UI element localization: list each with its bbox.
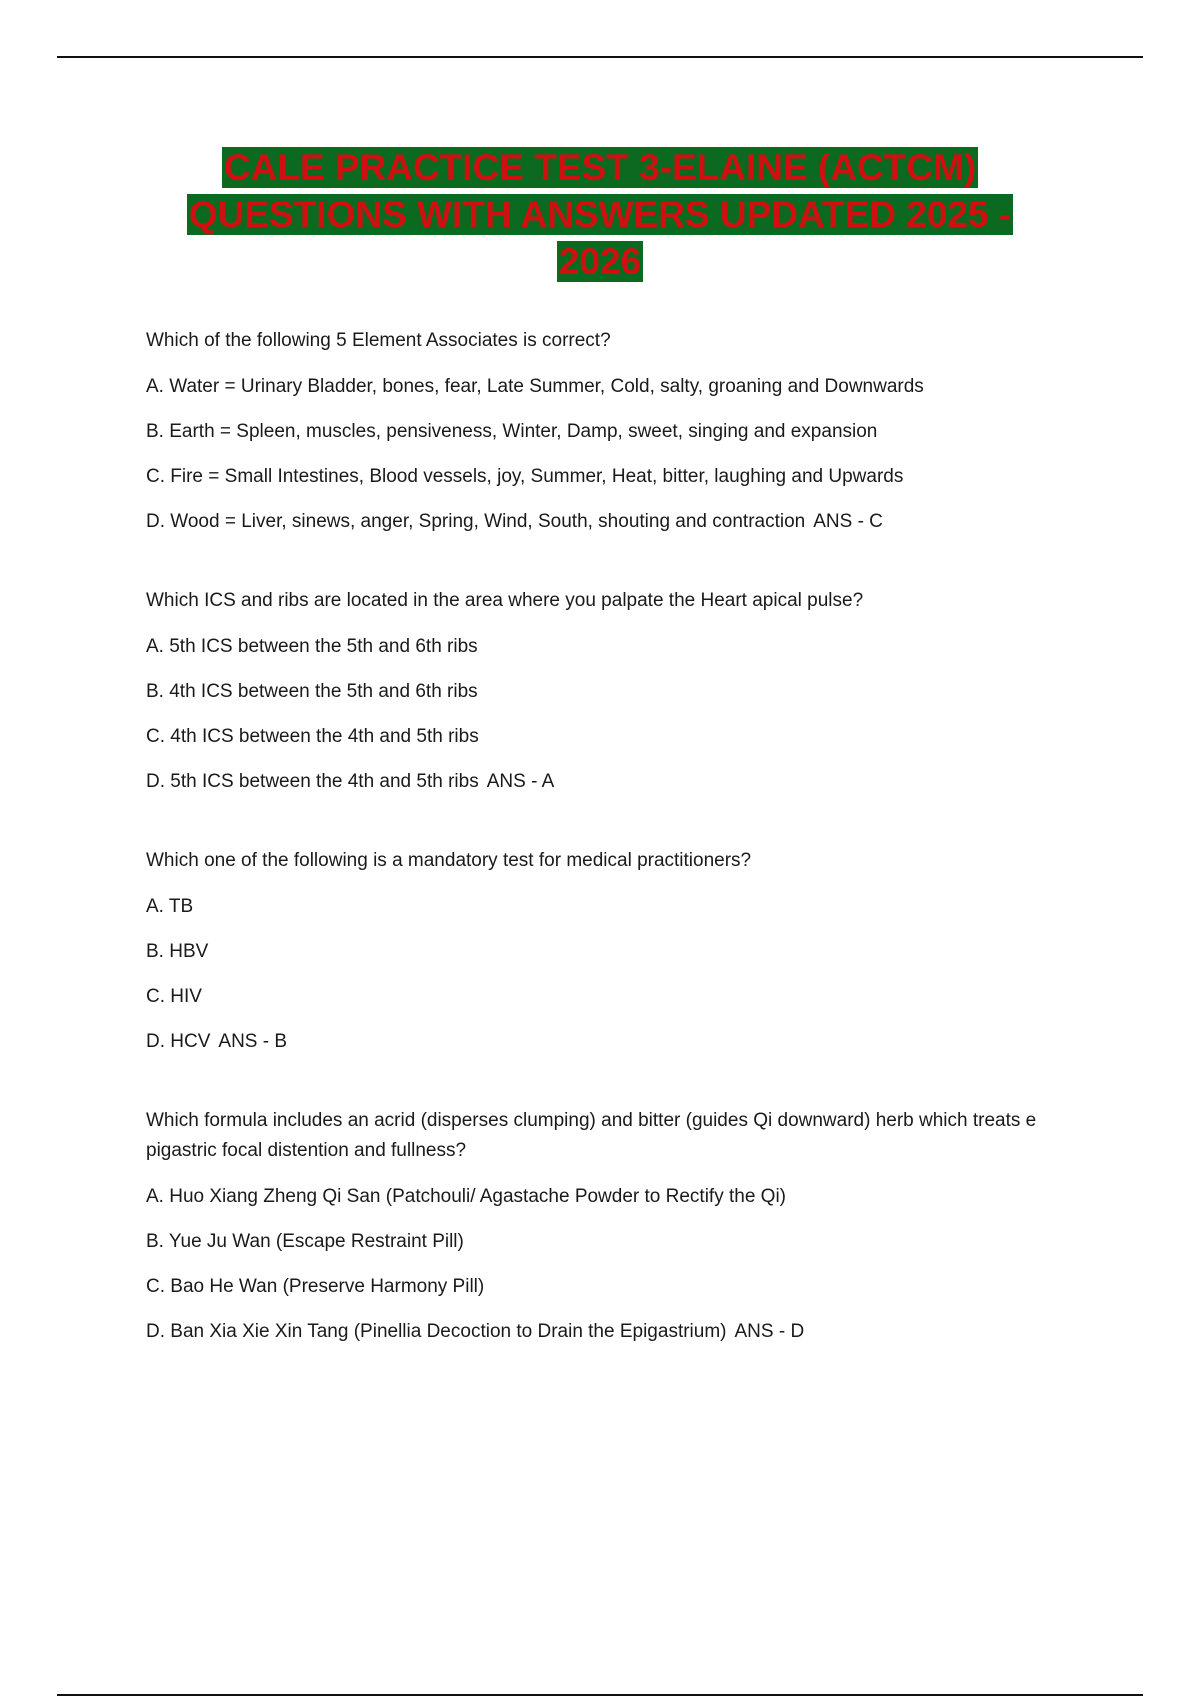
option-b: B. Earth = Spleen, muscles, pensiveness, Winter, Damp, sweet, singing and expansion	[146, 421, 878, 442]
title-area	[0, 144, 1200, 285]
option-d-with-answer	[146, 767, 1096, 797]
option-d: D. HCV	[146, 1031, 211, 1052]
question-block-1	[146, 326, 1096, 537]
question-text: Which ICS and ribs are located in the area where you palpate the Heart apical pulse?	[146, 590, 864, 611]
option-d: D. Ban Xia Xie Xin Tang (Pinellia Decoction to Drain the Epigastrium)	[146, 1321, 727, 1342]
question-text: Which formula includes an acrid (disperses clumping) and bitter (guides Qi downward) herb which treats e pigastric focal distention and fullness?	[146, 1110, 1037, 1161]
option-a: A. Huo Xiang Zheng Qi San (Patchouli/ Agastache Powder to Rectify the Qi)	[146, 1186, 787, 1207]
question-list	[146, 326, 1096, 1396]
answer-key: ANS - B	[218, 1031, 288, 1052]
bottom-rule	[57, 1694, 1143, 1696]
answer-key: ANS - A	[486, 771, 555, 792]
question-block-2	[146, 586, 1096, 797]
question-block-3	[146, 846, 1096, 1057]
option-c: C. Bao He Wan (Preserve Harmony Pill)	[146, 1276, 485, 1297]
document-title: CALE PRACTICE TEST 3-ELAINE (ACTCM) QUESTIONS WITH ANSWERS UPDATED 2025 - 2026	[188, 147, 1012, 282]
option-d: D. 5th ICS between the 4th and 5th ribs	[146, 771, 479, 792]
option-b: B. Yue Ju Wan (Escape Restraint Pill)	[146, 1231, 464, 1252]
question-block-4	[146, 1106, 1096, 1347]
question-text: Which of the following 5 Element Associates is correct?	[146, 330, 611, 351]
option-a: A. TB	[146, 896, 194, 917]
option-c: C. HIV	[146, 986, 202, 1007]
answer-key: ANS - D	[734, 1321, 805, 1342]
question-text: Which one of the following is a mandatory test for medical practitioners?	[146, 850, 752, 871]
option-b: B. 4th ICS between the 5th and 6th ribs	[146, 681, 478, 702]
option-c: C. 4th ICS between the 4th and 5th ribs	[146, 726, 479, 747]
option-d-with-answer	[146, 507, 1096, 537]
option-d-with-answer	[146, 1317, 1096, 1347]
option-d: D. Wood = Liver, sinews, anger, Spring, Wind, South, shouting and contraction	[146, 511, 806, 532]
answer-key: ANS - C	[813, 511, 883, 532]
option-a: A. 5th ICS between the 5th and 6th ribs	[146, 636, 478, 657]
option-b: B. HBV	[146, 941, 209, 962]
top-rule	[57, 56, 1143, 58]
option-c: C. Fire = Small Intestines, Blood vessels, joy, Summer, Heat, bitter, laughing and Upwards	[146, 466, 904, 487]
option-a: A. Water = Urinary Bladder, bones, fear, Late Summer, Cold, salty, groaning and Downwards	[146, 376, 924, 397]
option-d-with-answer	[146, 1027, 1096, 1057]
